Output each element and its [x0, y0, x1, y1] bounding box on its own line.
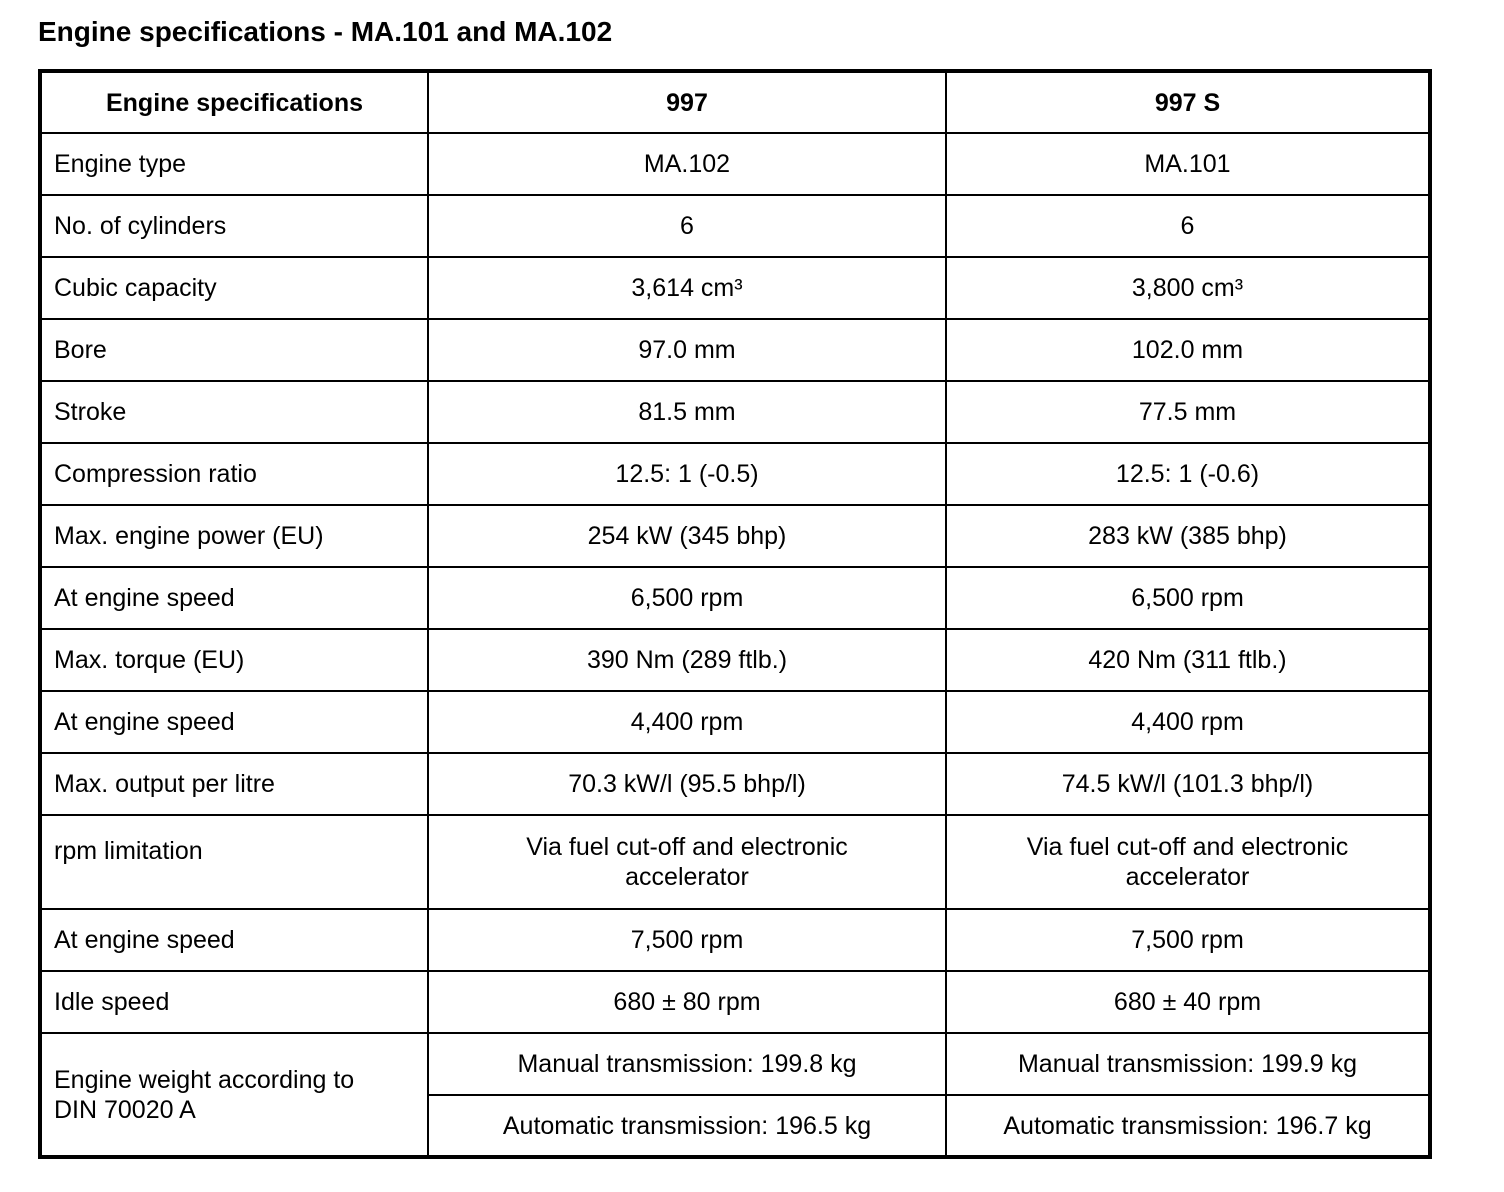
table-row — [40, 257, 1430, 319]
value-997: 6,500 rpm — [428, 567, 946, 629]
value-997s: MA.101 — [946, 133, 1430, 195]
value-997s: 6 — [946, 195, 1430, 257]
row-label: At engine speed — [40, 567, 428, 629]
row-label: Max. output per litre — [40, 753, 428, 815]
table-row — [40, 567, 1430, 629]
table-row — [40, 629, 1430, 691]
table-row — [40, 443, 1430, 505]
row-label: Max. engine power (EU) — [40, 505, 428, 567]
table-row — [40, 381, 1430, 443]
value-997s: 12.5: 1 (-0.6) — [946, 443, 1430, 505]
value-997-manual: Manual transmission: 199.8 kg — [428, 1033, 946, 1095]
row-label: At engine speed — [40, 691, 428, 753]
header-997s: 997 S — [946, 71, 1430, 133]
engine-weight-label-line2: DIN 70020 A — [54, 1095, 196, 1124]
row-label: rpm limitation — [40, 815, 428, 909]
table-row-weight-manual — [40, 1033, 1430, 1095]
value-997: 81.5 mm — [428, 381, 946, 443]
value-997s-manual: Manual transmission: 199.9 kg — [946, 1033, 1430, 1095]
row-label-engine-weight — [40, 1033, 428, 1157]
value-997: 7,500 rpm — [428, 909, 946, 971]
row-label: At engine speed — [40, 909, 428, 971]
table-row — [40, 971, 1430, 1033]
row-label: Compression ratio — [40, 443, 428, 505]
value-997: 70.3 kW/l (95.5 bhp/l) — [428, 753, 946, 815]
value-997s: 7,500 rpm — [946, 909, 1430, 971]
table-row — [40, 909, 1430, 971]
value-997: 12.5: 1 (-0.5) — [428, 443, 946, 505]
table-row — [40, 691, 1430, 753]
value-997: 3,614 cm³ — [428, 257, 946, 319]
engine-weight-label-line1: Engine weight according to — [54, 1065, 355, 1094]
table-row — [40, 753, 1430, 815]
table-row — [40, 319, 1430, 381]
value-997s: Via fuel cut-off and electronic accelerator — [946, 815, 1430, 909]
table-row — [40, 815, 1430, 909]
value-997: MA.102 — [428, 133, 946, 195]
value-997: 97.0 mm — [428, 319, 946, 381]
header-997: 997 — [428, 71, 946, 133]
row-label: Max. torque (EU) — [40, 629, 428, 691]
value-997s-automatic: Automatic transmission: 196.7 kg — [946, 1095, 1430, 1157]
row-label: Engine type — [40, 133, 428, 195]
value-997: 4,400 rpm — [428, 691, 946, 753]
table-header-row — [40, 71, 1430, 133]
value-997s: 102.0 mm — [946, 319, 1430, 381]
value-997s: 77.5 mm — [946, 381, 1430, 443]
value-997s: 74.5 kW/l (101.3 bhp/l) — [946, 753, 1430, 815]
table-row — [40, 195, 1430, 257]
table-row — [40, 133, 1430, 195]
value-997s: 6,500 rpm — [946, 567, 1430, 629]
value-997: Via fuel cut-off and electronic accelerator — [428, 815, 946, 909]
row-label: Bore — [40, 319, 428, 381]
value-997s: 420 Nm (311 ftlb.) — [946, 629, 1430, 691]
header-engine-specifications: Engine specifications — [40, 71, 428, 133]
engine-spec-table — [38, 69, 1432, 1159]
row-label: Stroke — [40, 381, 428, 443]
value-997s: 283 kW (385 bhp) — [946, 505, 1430, 567]
page-title: Engine specifications - MA.101 and MA.102 — [38, 16, 613, 47]
value-997: 390 Nm (289 ftlb.) — [428, 629, 946, 691]
value-997: 680 ± 80 rpm — [428, 971, 946, 1033]
table-row — [40, 505, 1430, 567]
value-997: 6 — [428, 195, 946, 257]
value-997s: 4,400 rpm — [946, 691, 1430, 753]
value-997s: 680 ± 40 rpm — [946, 971, 1430, 1033]
value-997-automatic: Automatic transmission: 196.5 kg — [428, 1095, 946, 1157]
row-label: No. of cylinders — [40, 195, 428, 257]
row-label: Cubic capacity — [40, 257, 428, 319]
value-997: 254 kW (345 bhp) — [428, 505, 946, 567]
value-997s: 3,800 cm³ — [946, 257, 1430, 319]
row-label: Idle speed — [40, 971, 428, 1033]
